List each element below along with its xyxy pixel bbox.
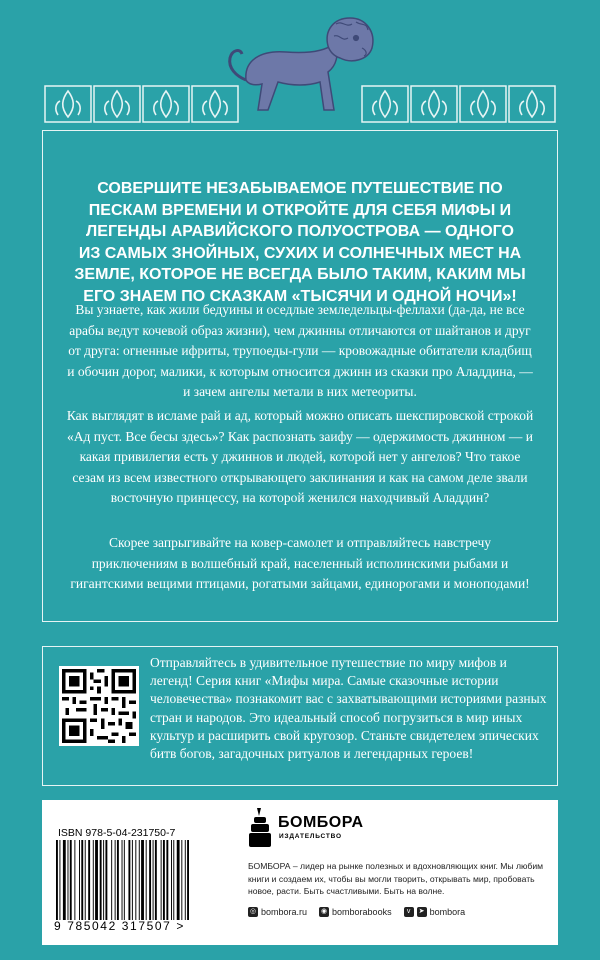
telegram-icon: ➤ — [417, 907, 427, 917]
qr-code[interactable] — [59, 666, 139, 746]
lead-heading: СОВЕРШИТЕ НЕЗАБЫВАЕМОЕ ПУТЕШЕСТВИЕ ПО ПЕСКАМ ВРЕМЕНИ И ОТКРОЙТЕ ДЛЯ СЕБЯ МИФЫ И ЛЕГЕНДЫ АРАВИЙСКОГО ПОЛУОСТРОВА — ОДНОГО ИЗ САМЫХ ЗНОЙНЫХ, СУХИХ И СОЛНЕЧНЫХ МЕСТ НА ЗЕМЛЕ, КОТОРОЕ НЕ ВСЕГДА БЫЛО ТАКИМ, КАКИМ МЫ ЕГО ЗНАЕМ ПО СКАЗКАМ «ТЫСЯЧИ И ОДНОЙ НОЧИ»! — [74, 180, 526, 305]
bombora-logo-icon — [247, 808, 273, 848]
ornament-tile-icon — [44, 85, 92, 123]
description-paragraph: Вы узнаете, как жили бедуины и оседлые земледельцы-феллахи (да-да, не все арабы ведут кочевой образ жизни), чем джинны отличаются от шайтанов и друг от друга: огненные ифриты, трупоеды-гули — кровожадные обитатели кладбищ и обочин дорог, малики, к которым относится джинн из сказки про Аладдина, — и зачем ангелы метали в них метеориты. — [67, 302, 533, 399]
description-paragraph: Как выглядят в исламе рай и ад, который можно описать шекспировской строкой «Ад пуст. Все бесы здесь»? Как распознать заифу — одержимость джинном — и какая привилегия есть у джиннов и людей, которой нет у ангелов? Что такое сезам из всем известного открывающего заклинания и как на самом деле звали восточную принцессу, на которой женился находчивый Аладдин? — [66, 408, 534, 505]
publisher-subtitle: ИЗДАТЕЛЬСТВО — [279, 833, 342, 840]
isbn: ISBN 978-5-04-231750-7 — [58, 827, 176, 839]
ornament-tile-icon — [93, 85, 141, 123]
social-label: bomborabooks — [332, 907, 392, 917]
description-paragraph: Скорее запрыгивайте на ковер-самолет и отправляйтесь навстречу приключениям в волшебный край, населенный исполинскими рыбами и гигантскими вещими птицами, рогатыми зайцами, единорогами и моноподами! — [70, 535, 530, 591]
vk-icon: v — [404, 907, 414, 917]
lion-creature-illustration — [216, 10, 386, 120]
publisher-panel — [42, 800, 558, 945]
social-link-site[interactable] — [248, 907, 307, 917]
ornament-tile-icon — [410, 85, 458, 123]
ornament-tile-icon — [142, 85, 190, 123]
social-link-instagram[interactable] — [319, 907, 392, 917]
barcode-digits: 9 785042 317507 > — [54, 919, 185, 933]
social-label: bombora — [429, 907, 466, 917]
globe-icon: ◎ — [249, 908, 257, 915]
social-link-vk-telegram[interactable] — [404, 907, 466, 917]
barcode — [56, 840, 231, 920]
ornament-tile-icon — [508, 85, 556, 123]
publisher-name: БОМБОРА — [278, 814, 364, 831]
publisher-about: БОМБОРА – лидер на рынке полезных и вдохновляющих книг. Мы любим книги и создаем их, чтобы вы могли творить, открывать мир, пробовать новое, расти. Быть счастливыми. Быть на волне. — [248, 861, 544, 896]
social-links — [248, 907, 465, 917]
ornament-tile-icon — [459, 85, 507, 123]
instagram-icon: ◉ — [320, 908, 328, 915]
series-promo-text: Отправляйтесь в удивительное путешествие по миру мифов и легенд! Серия книг «Мифы мира. Самые сказочные истории человечества» познакомит вас с захватывающими историями разных стран и народов. Это идеальный способ погрузиться в мир иных культур и расширить свой кругозор. Станьте свидетелем эпических битв богов, загадочных ритуалов и легендарных героев! — [150, 655, 547, 762]
social-label: bombora.ru — [261, 907, 308, 917]
